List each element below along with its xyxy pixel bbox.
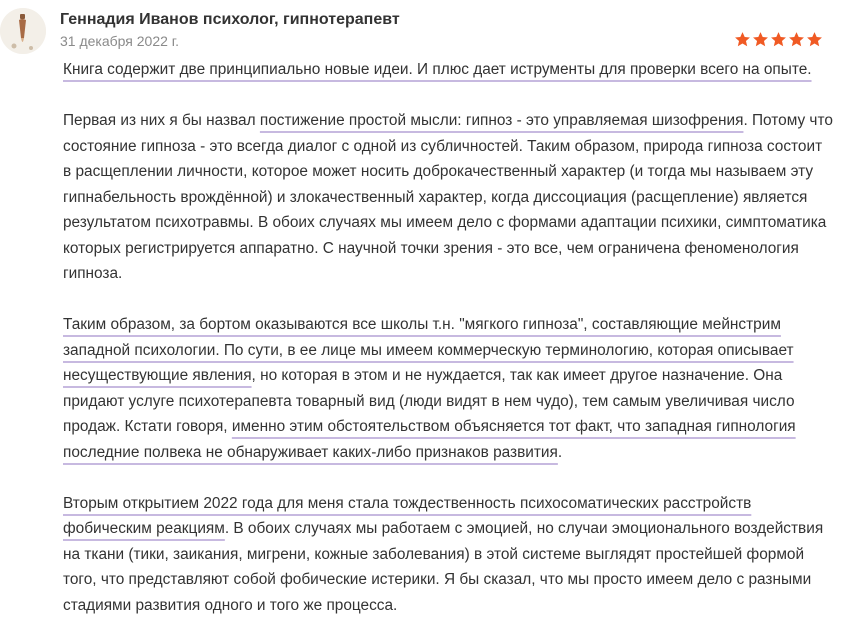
rating-stars	[734, 31, 823, 48]
author-name[interactable]: Геннадия Иванов психолог, гипнотерапевт	[60, 11, 400, 28]
star-icon	[734, 31, 751, 48]
text-segment: .	[557, 443, 563, 461]
text-segment: . В обоих случаях мы работаем с эмоцией, но случаи эмоционального воздействия на ткани (тики, заикания, мигрени, кожные заболевания) в этой системе выглядят простейшей формой того, что представляют собой фобические истерики. Я бы сказал, что мы просто имеем дело с разными стадиями развития одного и того же процесса.	[63, 520, 824, 614]
star-icon	[752, 31, 769, 48]
text-segment: . Потому что состояние гипноза - это всегда диалог с одной из субличностей. Таким образом, природа гипноза состоит в расщеплении личности, которое может носить доброкачественный характер (и тогда мы называем эту гипнабельность врождённой) и злокачественный характер, когда диссоциация (расщепление) является результатом психотравмы. В обоих случаях мы имеем дело с формами адаптации психики, симптоматика которых регистрируется аппаратно. С научной точки зрения - это все, чем ограничена феноменология гипноза.	[63, 112, 833, 282]
avatar[interactable]	[0, 8, 46, 54]
review-paragraph-1	[63, 57, 833, 83]
highlighted-text: постижение простой мысли: гипноз - это управляемая шизофрения	[259, 112, 744, 129]
star-icon	[806, 31, 823, 48]
review-text	[63, 57, 833, 618]
star-icon	[770, 31, 787, 48]
avatar-image	[0, 8, 46, 54]
star-icon	[788, 31, 805, 48]
review-paragraph-2	[63, 108, 833, 287]
highlighted-text: именно этим обстоятельством объясняется тот факт, что западная гипнология последние полвека не обнаруживает каких-либо признаков развития	[63, 418, 796, 461]
highlighted-text: Вторым открытием 2022 года для меня стала тождественность психосоматических расстройств фобическим реакциям	[63, 494, 752, 537]
highlighted-text: Таким образом, за бортом оказываются все школы т.н. "мягкого гипноза", составляющие мейнстрим западной психологии. По сути, в ее лице мы имеем коммерческую терминологию, которая описывает несуществующие явления	[63, 316, 794, 384]
text-segment: , но которая в этом и не нуждается, так как имеет другое назначение. Она придают услуге психотерапевта товарный вид (люди видят в нем чудо), тем самым увеличивая число продаж. Кстати говоря,	[63, 367, 795, 435]
review-paragraph-3	[63, 312, 833, 465]
review-date: 31 декабря 2022 г.	[60, 33, 180, 49]
text-segment: Первая из них я бы назвал	[63, 112, 260, 129]
highlighted-text: Книга содержит две принципиально новые идеи. И плюс дает иструменты для проверки всего на опыте.	[63, 61, 812, 78]
review-paragraph-4	[63, 491, 833, 619]
